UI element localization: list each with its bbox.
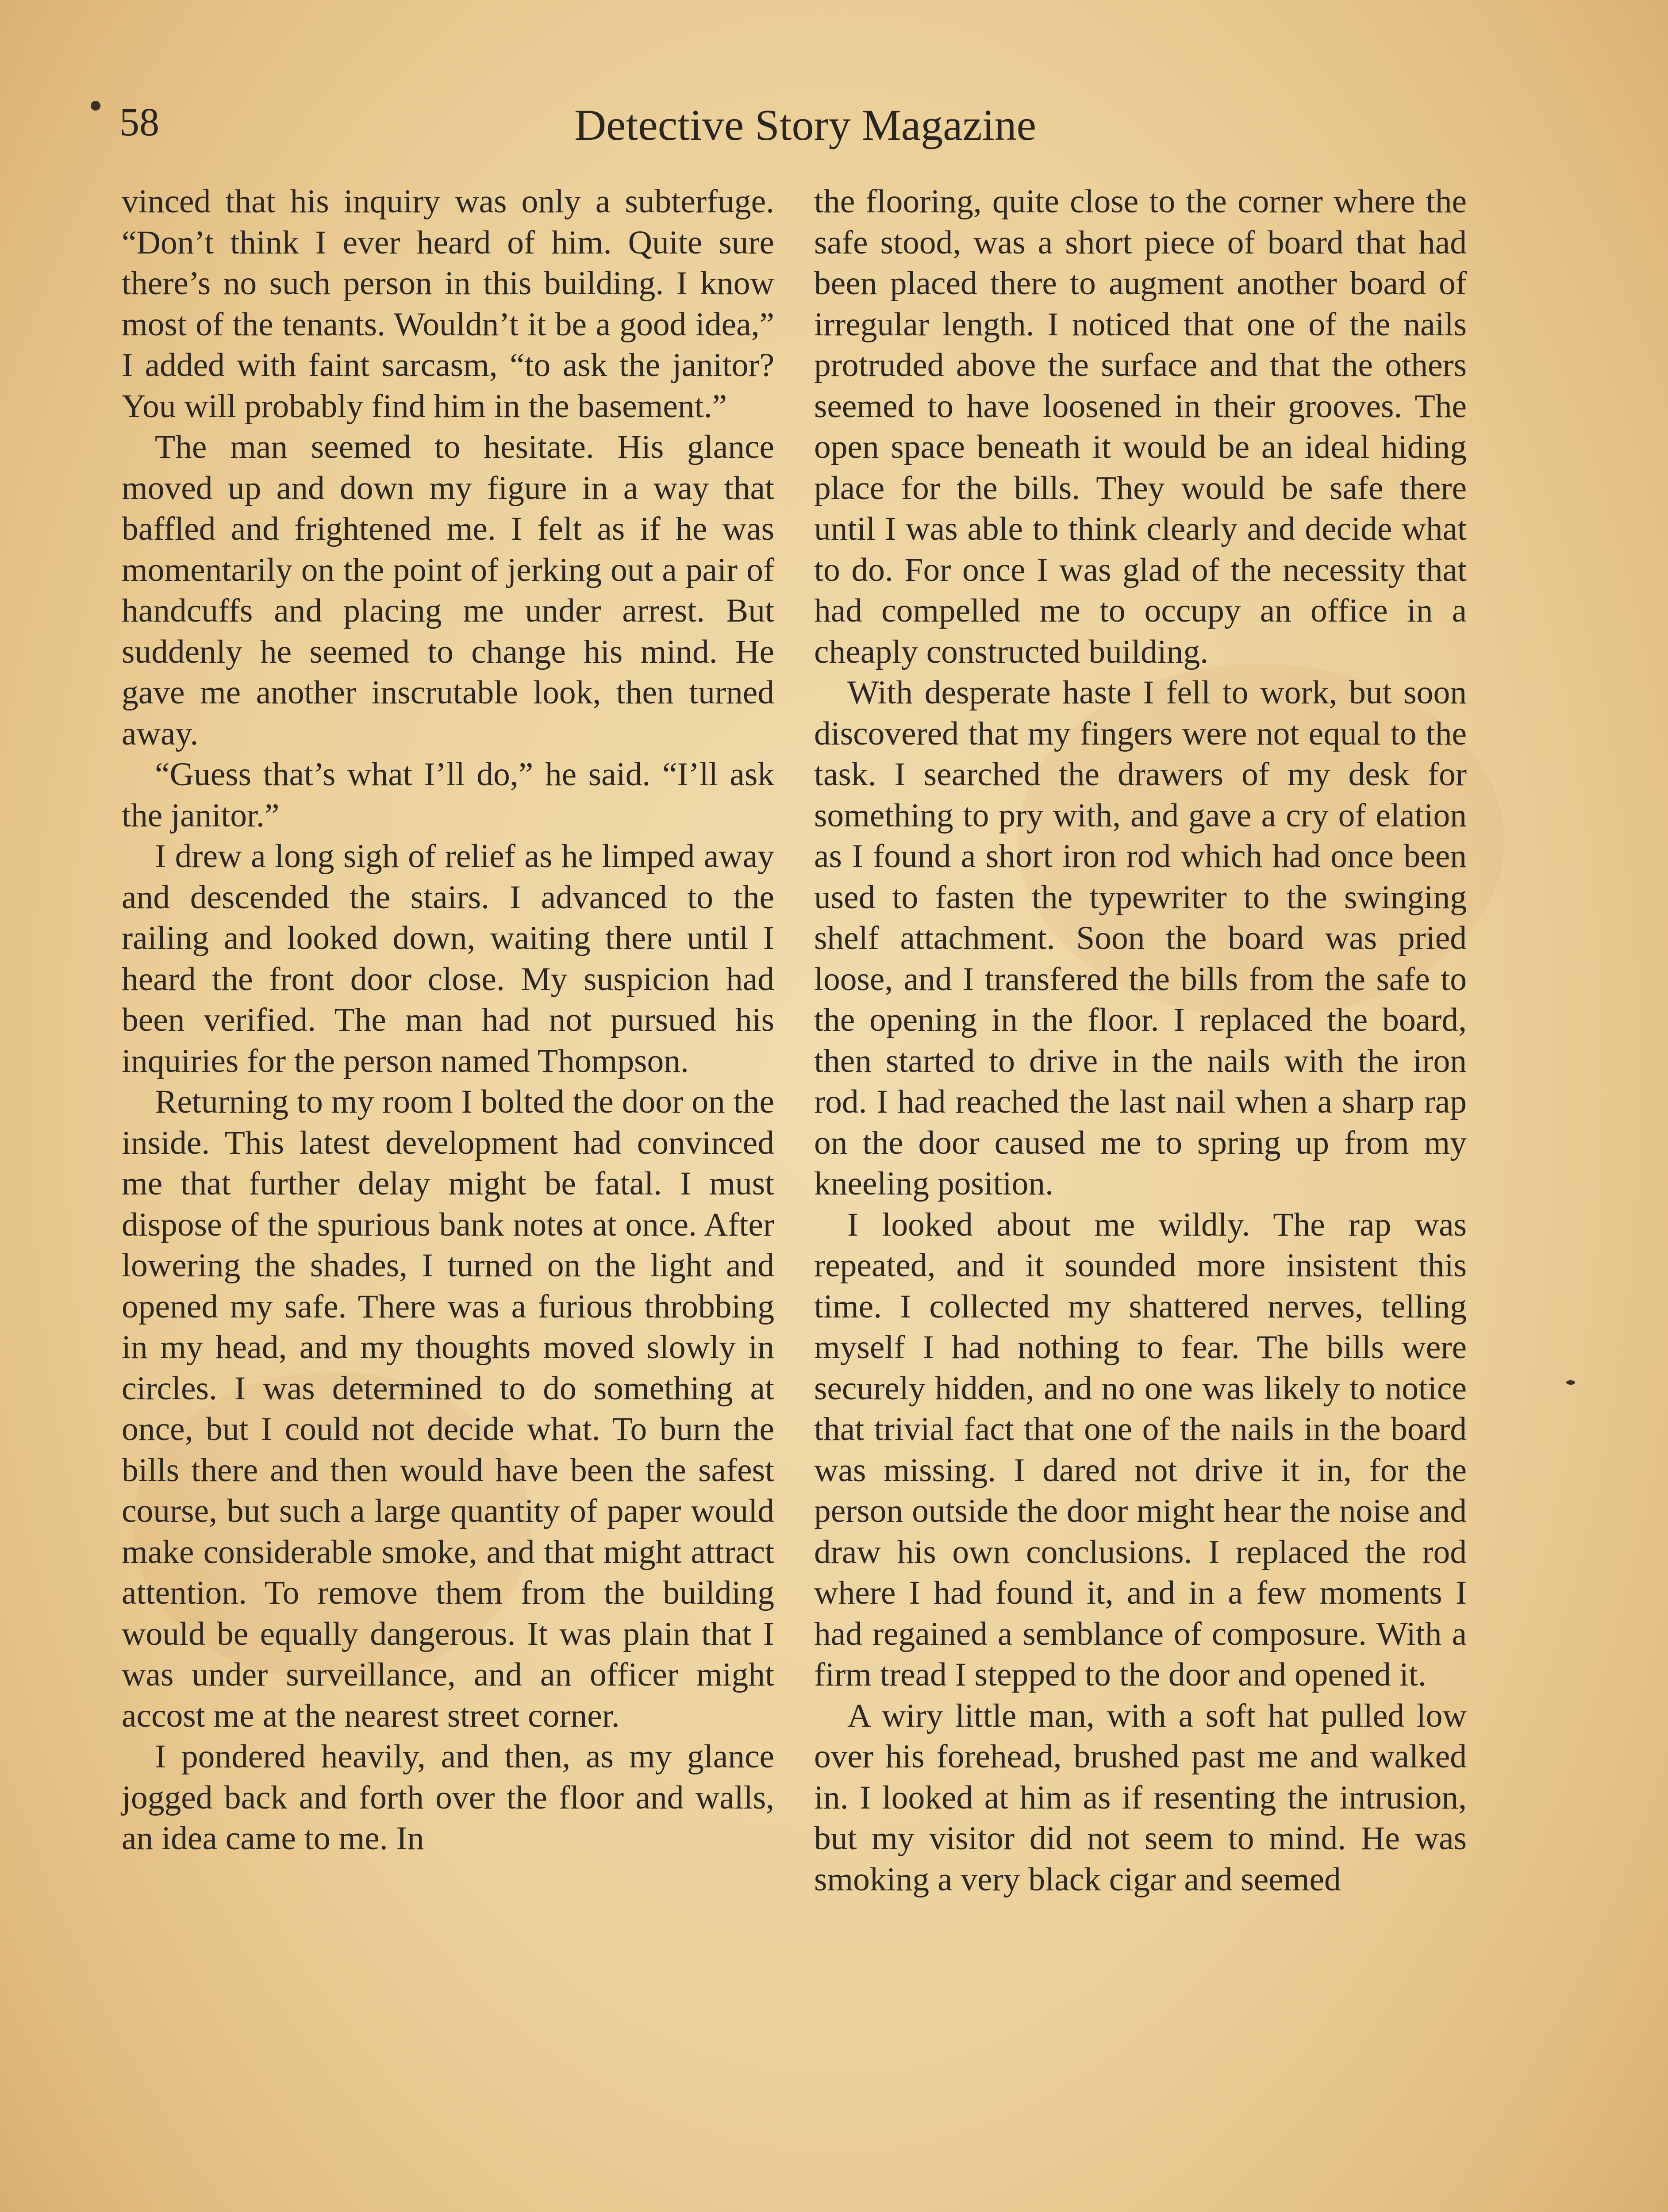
page-number: 58: [119, 100, 159, 144]
paragraph: With desperate haste I fell to work, but soon discovered that my fingers were not equal to the task. I searched the drawers of my desk for something to pry with, and gave a cry of elation as I found a short iron rod which had once been used to fasten the typewriter to the swinging shelf attachment. Soon the board was pried loose, and I transfered the bills from the safe to the opening in the floor. I replaced the board, then started to drive in the nails with the iron rod. I had reached the last nail when a sharp rap on the door caused me to spring up from my kneeling position.: [814, 674, 1467, 1202]
paragraph: “Guess that’s what I’ll do,” he said. “I’ll ask the janitor.”: [122, 756, 774, 834]
right-text-column: [814, 181, 1467, 1900]
paragraph: The man seemed to hesitate. His glance moved up and down my figure in a way that baffled and frightened me. I felt as if he was momentarily on the point of jerking out a pair of handcuffs and placing me under arrest. But suddenly he seemed to change his mind. He gave me another inscrutable look, then turned away.: [122, 429, 774, 752]
page-header: [119, 91, 1491, 157]
paragraph: I drew a long sigh of relief as he limped away and descended the stairs. I advanced to the railing and looked down, waiting there until I heard the front door close. My suspicion had been verified. The man had not pursued his inquiries for the person named Thompson.: [122, 838, 774, 1079]
left-text-column: [122, 181, 774, 1859]
paragraph: vinced that his inquiry was only a subterfuge. “Don’t think I ever heard of him. Quite sure there’s no such person in this building. I know most of the tenants. Wouldn’t it be a good idea,” I added with faint sarcasm, “to ask the janitor? You will probably find him in the basement.”: [122, 183, 774, 425]
paragraph: I pondered heavily, and then, as my glance jogged back and forth over the floor and walls, an idea came to me. In: [122, 1738, 774, 1857]
ink-speck: [1566, 1380, 1575, 1385]
paragraph: Returning to my room I bolted the door on the inside. This latest development had convinced me that further delay might be fatal. I must dispose of the spurious bank notes at once. After lowering the shades, I turned on the light and opened my safe. There was a furious throbbing in my head, and my thoughts moved slowly in circles. I was determined to do something at once, but I could not decide what. To burn the bills there and then would have been the safest course, but such a large quantity of paper would make considerable smoke, and that might attract attention. To remove them from the building would be equally dangerous. It was plain that I was under surveillance, and an officer might accost me at the nearest street corner.: [122, 1083, 774, 1734]
magazine-title: Detective Story Magazine: [574, 100, 1037, 150]
paragraph: A wiry little man, with a soft hat pulled low over his forehead, brushed past me and walked in. I looked at him as if resenting the intrusion, but my visitor did not seem to mind. He was smoking a very black cigar and seemed: [814, 1697, 1467, 1898]
paragraph: I looked about me wildly. The rap was repeated, and it sounded more insistent this time. I collected my shattered nerves, telling myself I had nothing to fear. The bills were securely hidden, and no one was likely to notice that trivial fact that one of the nails in the board was missing. I dared not drive it in, for the person outside the door might hear the noise and draw his own conclusions. I replaced the rod where I had found it, and in a few moments I had regained a semblance of composure. With a firm tread I stepped to the door and opened it.: [814, 1206, 1467, 1693]
ink-speck: [91, 101, 100, 111]
paragraph: the flooring, quite close to the corner where the safe stood, was a short piece of board that had been placed there to augment another board of irregular length. I noticed that one of the nails protruded above the surface and that the others seemed to have loosened in their grooves. The open space beneath it would be an ideal hiding place for the bills. They would be safe there until I was able to think clearly and decide what to do. For once I was glad of the necessity that had compelled me to occupy an office in a cheaply constructed building.: [814, 183, 1467, 670]
